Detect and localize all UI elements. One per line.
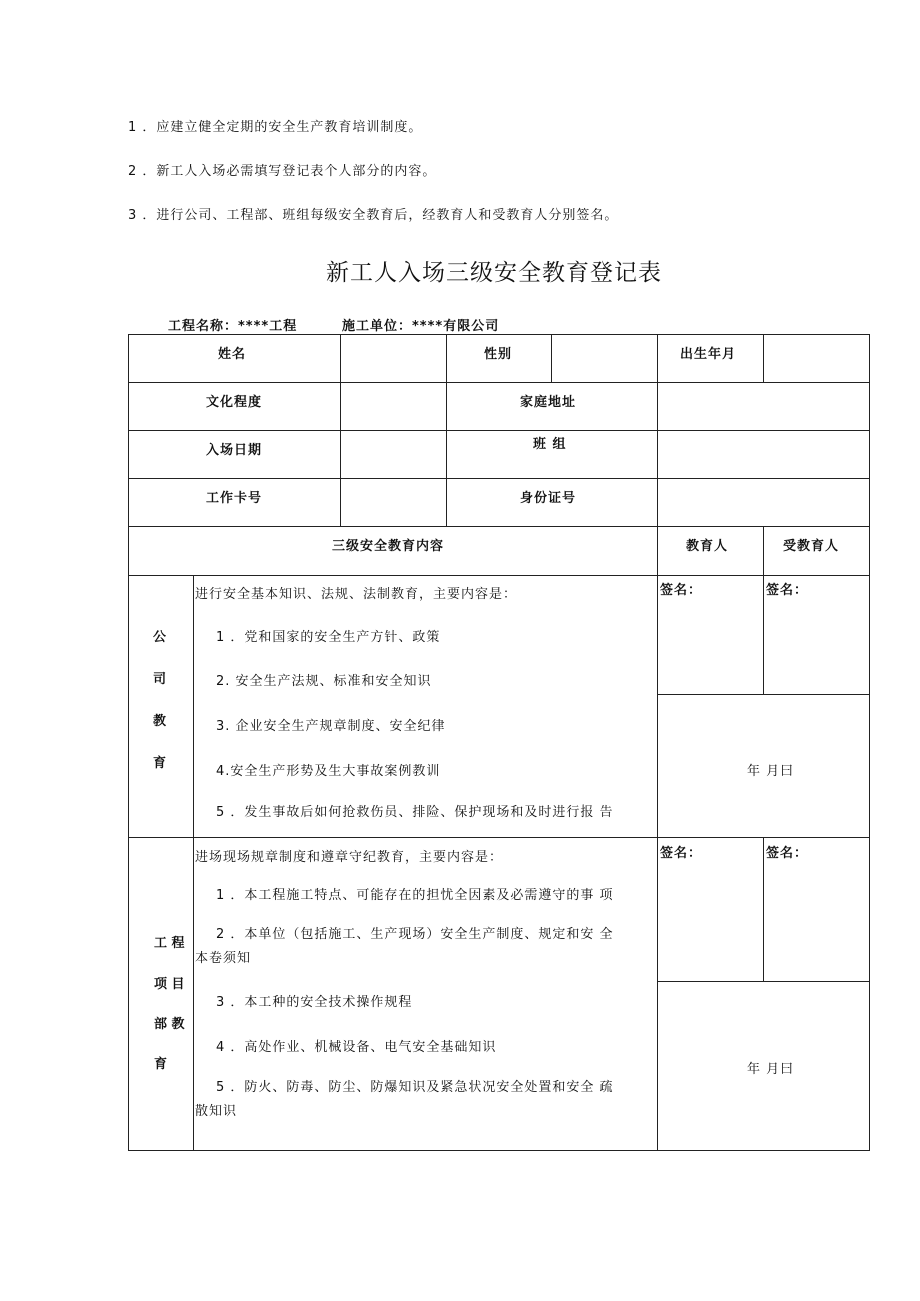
company-label-char: 公 <box>153 630 167 645</box>
label-birth: 出生年月 <box>680 347 737 362</box>
label-id-number: 身份证号 <box>520 491 577 506</box>
company-educator-sign[interactable]: 签名： <box>660 583 703 598</box>
input-work-card[interactable] <box>341 479 445 525</box>
note-3: 3 ．进行公司、工程部、班组每级安全教育后，经教育人和受教育人分别签名。 <box>128 208 619 223</box>
project-date[interactable]: 年 月曰 <box>747 1062 795 1077</box>
note-1: 1 ．应建立健全定期的安全生产教育培训制度。 <box>128 120 423 135</box>
company-item: 5 ．发生事故后如何抢救伤员、排险、保护现场和及时进行报 告 <box>216 805 614 820</box>
label-address: 家庭地址 <box>520 395 577 410</box>
company-label-char: 司 <box>153 672 167 687</box>
label-education: 文化程度 <box>206 395 263 410</box>
project-item: 本卷须知 <box>195 951 252 966</box>
header-trainee: 受教育人 <box>783 539 840 554</box>
project-label-line: 育 <box>154 1057 168 1072</box>
label-entry-date: 入场日期 <box>206 443 263 458</box>
project-label-line: 项 目 <box>154 977 185 992</box>
input-team[interactable] <box>658 431 868 477</box>
input-address[interactable] <box>658 383 868 429</box>
input-entry-date[interactable] <box>341 431 445 477</box>
input-id-number[interactable] <box>658 479 868 525</box>
construction-unit: 施工单位：****有限公司 <box>342 319 500 334</box>
input-birth[interactable] <box>764 335 868 381</box>
header-content: 三级安全教育内容 <box>332 539 445 554</box>
project-label-line: 部 教 <box>154 1017 185 1032</box>
project-name: 工程名称：****工程 <box>168 319 298 334</box>
form-title: 新工人入场三级安全教育登记表 <box>326 260 662 286</box>
label-name: 姓名 <box>218 347 247 362</box>
project-intro: 进场现场规章制度和遵章守纪教育，主要内容是： <box>195 850 504 865</box>
input-name[interactable] <box>341 335 445 381</box>
company-label-char: 教 <box>153 714 167 729</box>
company-date[interactable]: 年 月曰 <box>747 764 795 779</box>
project-item: 1 ．本工程施工特点、可能存在的担忧全因素及必需遵守的事 项 <box>216 888 614 903</box>
input-education[interactable] <box>341 383 445 429</box>
project-item: 5 ．防火、防毒、防尘、防爆知识及紧急状况安全处置和安全 疏 <box>216 1080 614 1095</box>
company-trainee-sign[interactable]: 签名： <box>766 583 809 598</box>
label-team: 班 组 <box>533 437 567 452</box>
label-work-card: 工作卡号 <box>206 491 263 506</box>
note-2: 2 ．新工人入场必需填写登记表个人部分的内容。 <box>128 164 437 179</box>
company-item: 1 ．党和国家的安全生产方针、政策 <box>216 630 441 645</box>
input-gender[interactable] <box>552 335 656 381</box>
project-item: 2 ．本单位（包括施工、生产现场）安全生产制度、规定和安 全 <box>216 927 614 942</box>
project-label-line: 工 程 <box>154 936 185 951</box>
company-intro: 进行安全基本知识、法规、法制教育，主要内容是： <box>195 587 518 602</box>
header-educator: 教育人 <box>686 539 729 554</box>
company-item: 2. 安全生产法规、标准和安全知识 <box>216 674 432 689</box>
project-item: 散知识 <box>195 1104 238 1119</box>
project-trainee-sign[interactable]: 签名： <box>766 846 809 861</box>
project-item: 4 ．高处作业、机械设备、电气安全基础知识 <box>216 1040 497 1055</box>
company-label-char: 育 <box>153 756 167 771</box>
company-item: 4.安全生产形势及生大事故案例教训 <box>216 764 441 779</box>
label-gender: 性别 <box>484 347 513 362</box>
company-item: 3. 企业安全生产规章制度、安全纪律 <box>216 719 446 734</box>
project-educator-sign[interactable]: 签名： <box>660 846 703 861</box>
project-item: 3 ．本工种的安全技术操作规程 <box>216 995 413 1010</box>
